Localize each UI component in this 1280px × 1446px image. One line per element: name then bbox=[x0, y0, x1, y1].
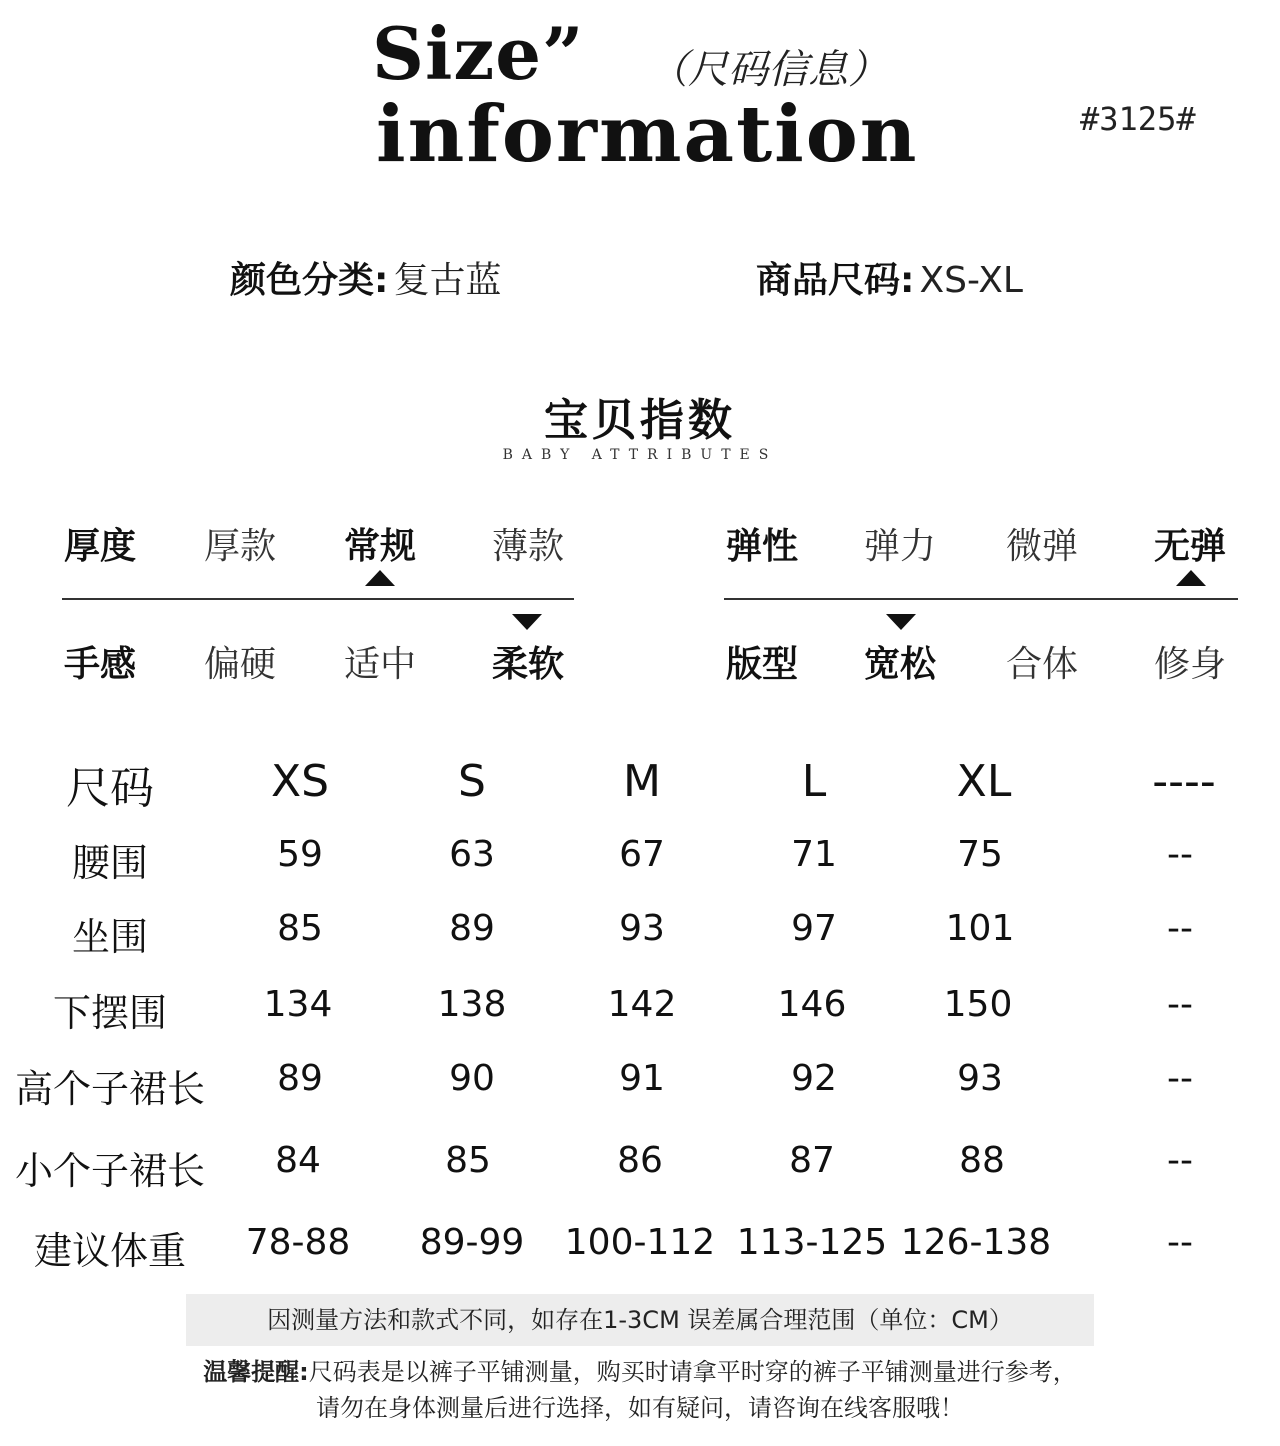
feel-option-selected: 柔软 bbox=[491, 644, 564, 685]
table-cell: 146 bbox=[777, 984, 847, 1025]
table-row-label: 建议体重 bbox=[33, 1229, 186, 1273]
table-cell: 101 bbox=[945, 908, 1015, 949]
size-column-header: L bbox=[801, 756, 827, 807]
table-cell: -- bbox=[1167, 908, 1193, 949]
elasticity-option: 弹力 bbox=[863, 526, 936, 567]
selected-up-marker-icon bbox=[365, 570, 395, 586]
size-table-corner: 尺码 bbox=[66, 763, 154, 814]
table-row-label: 下摆围 bbox=[52, 991, 167, 1035]
thickness-option: 薄款 bbox=[491, 526, 564, 567]
table-cell: 71 bbox=[791, 834, 837, 875]
thickness-option-selected: 常规 bbox=[343, 526, 416, 567]
feel-label: 手感 bbox=[63, 644, 136, 685]
size-column-header: XL bbox=[956, 756, 1012, 807]
table-cell: 92 bbox=[791, 1058, 837, 1099]
table-cell: -- bbox=[1167, 1058, 1193, 1099]
table-cell: 89-99 bbox=[419, 1222, 525, 1263]
fit-option-selected: 宽松 bbox=[863, 644, 936, 685]
table-row-label: 高个子裙长 bbox=[14, 1067, 205, 1111]
table-row-label: 坐围 bbox=[71, 915, 148, 959]
selected-up-marker-icon bbox=[1176, 570, 1206, 586]
table-cell: 138 bbox=[437, 984, 507, 1025]
size-value: XS-XL bbox=[919, 260, 1023, 301]
tip-note bbox=[0, 1352, 1280, 1387]
table-cell: -- bbox=[1167, 834, 1193, 875]
measurement-note: 因测量方法和款式不同，如存在1-3CM 误差属合理范围（单位：CM） bbox=[267, 1306, 1013, 1334]
table-row-label: 小个子裙长 bbox=[14, 1149, 205, 1193]
elasticity-option: 微弹 bbox=[1005, 526, 1078, 567]
table-cell: 86 bbox=[617, 1140, 663, 1181]
fit-option: 合体 bbox=[1005, 644, 1078, 685]
table-cell: 93 bbox=[619, 908, 665, 949]
table-row-label: 腰围 bbox=[71, 841, 148, 885]
table-cell: 78-88 bbox=[245, 1222, 351, 1263]
meta-size bbox=[756, 252, 1023, 303]
elasticity-option-selected: 无弹 bbox=[1153, 526, 1226, 567]
table-cell: 59 bbox=[277, 834, 323, 875]
table-cell: 88 bbox=[959, 1140, 1005, 1181]
fit-option: 修身 bbox=[1153, 644, 1226, 685]
table-cell: -- bbox=[1167, 1222, 1193, 1263]
table-cell: 126-138 bbox=[900, 1222, 1052, 1263]
size-column-header: XS bbox=[270, 756, 330, 807]
selected-down-marker-icon bbox=[886, 614, 916, 630]
table-cell: 134 bbox=[263, 984, 333, 1025]
divider-right bbox=[724, 598, 1238, 600]
table-cell: 90 bbox=[449, 1058, 495, 1099]
table-cell: -- bbox=[1167, 984, 1193, 1025]
meta-color bbox=[230, 252, 502, 303]
table-cell: 75 bbox=[957, 834, 1003, 875]
attributes-subtitle: BABY ATTRIBUTES bbox=[502, 447, 778, 463]
color-value: 复古蓝 bbox=[393, 260, 502, 301]
tip-label: 温馨提醒: bbox=[203, 1358, 309, 1386]
title-information: information bbox=[376, 89, 919, 180]
tip-note-continued: 请勿在身体测量后进行选择，如有疑问，请咨询在线客服哦！ bbox=[316, 1394, 964, 1422]
table-cell: 150 bbox=[943, 984, 1013, 1025]
table-cell: 142 bbox=[607, 984, 677, 1025]
thickness-label: 厚度 bbox=[63, 526, 136, 567]
table-cell: 93 bbox=[957, 1058, 1003, 1099]
table-cell: 89 bbox=[449, 908, 495, 949]
title-chinese: （尺码信息） bbox=[648, 47, 888, 93]
table-cell: 87 bbox=[789, 1140, 835, 1181]
product-code: #3125# bbox=[1080, 100, 1196, 138]
feel-option: 偏硬 bbox=[203, 644, 276, 685]
table-cell: 67 bbox=[619, 834, 665, 875]
selected-down-marker-icon bbox=[512, 614, 542, 630]
size-column-header: S bbox=[458, 756, 486, 807]
title-size: Size” bbox=[372, 11, 585, 96]
table-cell: 89 bbox=[277, 1058, 323, 1099]
size-column-header: M bbox=[623, 756, 661, 807]
table-cell: 85 bbox=[445, 1140, 491, 1181]
fit-label: 版型 bbox=[725, 644, 798, 685]
size-column-header: ---- bbox=[1152, 756, 1216, 807]
attributes-title: 宝贝指数 bbox=[544, 395, 736, 446]
divider-left bbox=[62, 598, 574, 600]
table-cell: 91 bbox=[619, 1058, 665, 1099]
size-label: 商品尺码: bbox=[756, 260, 915, 301]
thickness-option: 厚款 bbox=[203, 526, 276, 567]
elasticity-label: 弹性 bbox=[725, 526, 798, 567]
color-label: 颜色分类: bbox=[230, 260, 389, 301]
table-cell: 97 bbox=[791, 908, 837, 949]
tip-text: 尺码表是以裤子平铺测量，购买时请拿平时穿的裤子平铺测量进行参考， bbox=[308, 1358, 1077, 1386]
table-cell: 84 bbox=[275, 1140, 321, 1181]
table-cell: 63 bbox=[449, 834, 495, 875]
table-cell: 113-125 bbox=[736, 1222, 888, 1263]
table-cell: -- bbox=[1167, 1140, 1193, 1181]
table-cell: 85 bbox=[277, 908, 323, 949]
table-cell: 100-112 bbox=[564, 1222, 716, 1263]
feel-option: 适中 bbox=[343, 644, 416, 685]
